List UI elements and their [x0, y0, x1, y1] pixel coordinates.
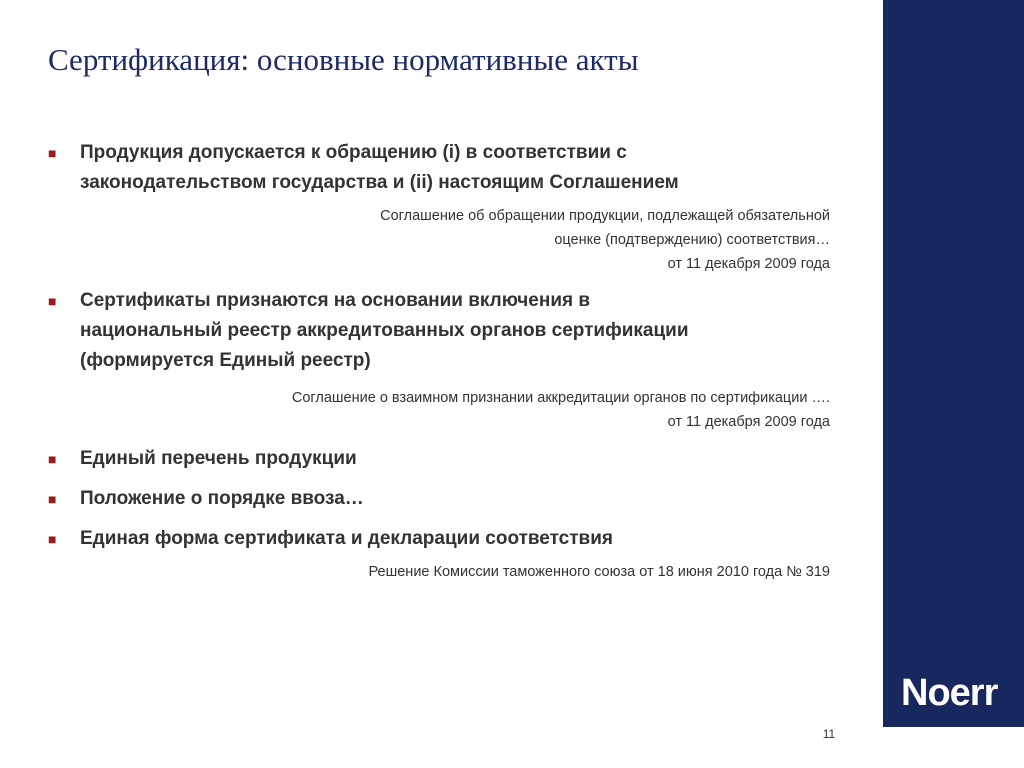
bullet-text-line: Единая форма сертификата и декларации соответствия [80, 528, 614, 549]
bullet-text-line: Положение о порядке ввоза… [80, 488, 364, 509]
bullet-text-line: Продукция допускается к обращению (i) в соответствии с [80, 142, 627, 163]
bullet-marker-icon: ■ [48, 531, 57, 547]
reference-line: Решение Комиссии таможенного союза от 18 июня 2010 года № 319 [368, 564, 830, 580]
slide-content [48, 138, 838, 584]
bullet-item [48, 484, 838, 514]
bullet-marker-icon: ■ [48, 145, 57, 161]
reference-note [48, 386, 838, 434]
reference-line: от 11 декабря 2009 года [667, 414, 830, 430]
reference-line: Соглашение об обращении продукции, подлежащей обязательной [380, 208, 830, 224]
noerr-logo [901, 668, 1005, 718]
brand-sidebar [883, 0, 1024, 727]
logo-text: Noerr [901, 672, 998, 714]
bullet-marker-icon: ■ [48, 491, 57, 507]
bullet-item [48, 286, 838, 376]
bullet-text-line: национальный реестр аккредитованных органов сертификации [80, 320, 689, 341]
bullet-text-line: Сертификаты признаются на основании включения в [80, 290, 591, 311]
reference-note [48, 560, 838, 584]
bullet-marker-icon: ■ [48, 451, 57, 467]
reference-line: от 11 декабря 2009 года [667, 256, 830, 272]
bullet-text-line: законодательством государства и (ii) настоящим Соглашением [80, 172, 679, 193]
bullet-text-line: Единый перечень продукции [80, 448, 357, 469]
bullet-item [48, 524, 838, 554]
bullet-item [48, 138, 838, 198]
bullet-text-line: (формируется Единый реестр) [80, 350, 371, 371]
page-number: 11 [822, 727, 836, 741]
reference-line: Соглашение о взаимном признании аккредитации органов по сертификации …. [291, 390, 830, 406]
reference-note [48, 204, 838, 276]
reference-line: оценке (подтверждению) соответствия… [554, 232, 830, 248]
slide-title: Сертификация: основные нормативные акты [48, 42, 639, 77]
bullet-marker-icon: ■ [48, 293, 57, 309]
bullet-item [48, 444, 838, 474]
